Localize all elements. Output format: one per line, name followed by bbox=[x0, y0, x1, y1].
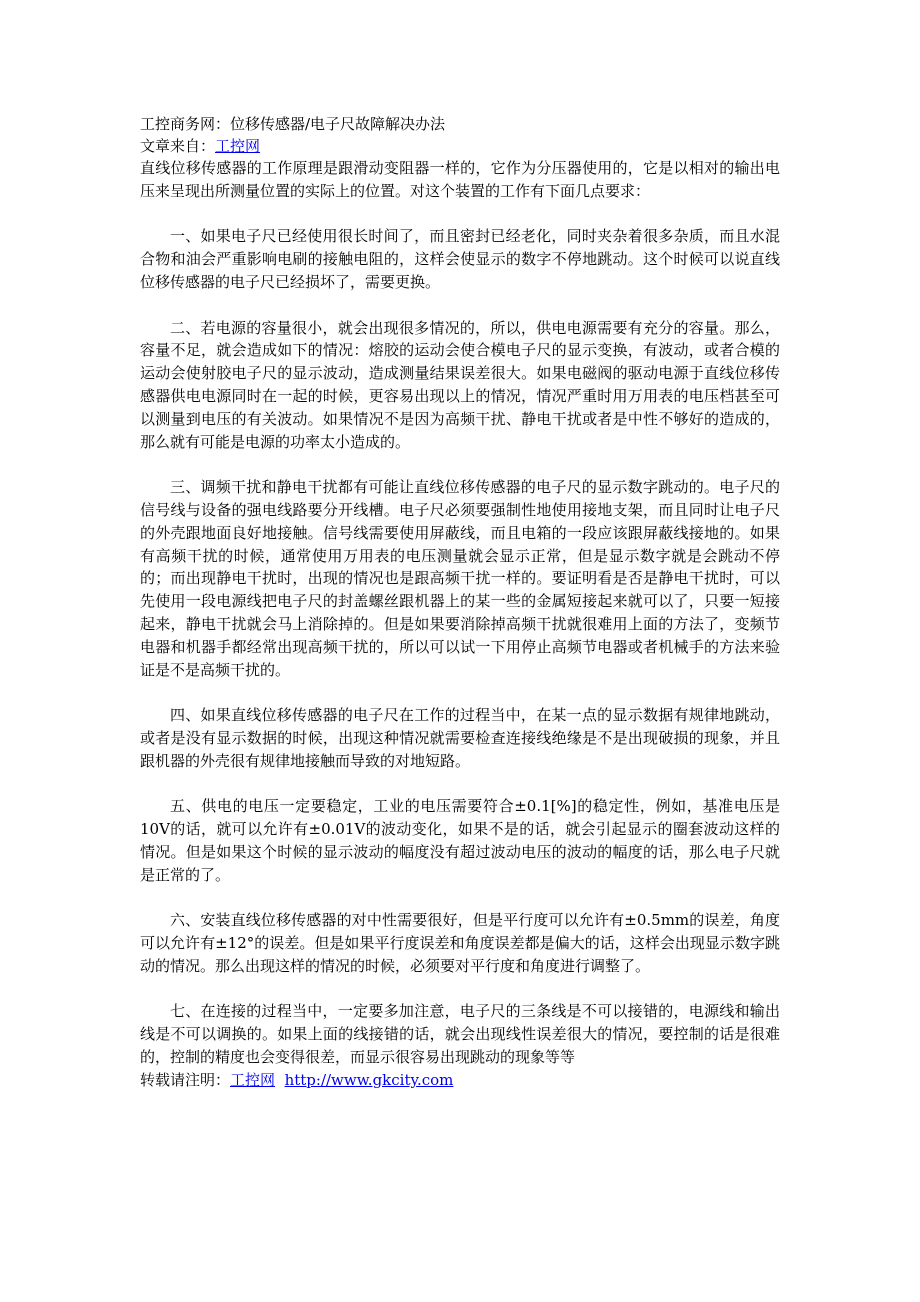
paragraph-5: 五、供电的电压一定要稳定，工业的电压需要符合±0.1[%]的稳定性，例如，基准电压是10V的话，就可以允许有±0.01V的波动变化，如果不是的话，就会引起显示的圈套波动这样的情况。但是如果这个时候的显示波动的幅度没有超过波动电压的波动的幅度的话，那么电子尺就是正常的了。 bbox=[140, 797, 780, 884]
footer-label: 转载请注明： bbox=[140, 1070, 231, 1089]
paragraph-7: 七、在连接的过程当中，一定要多加注意，电子尺的三条线是不可以接错的，电源线和输出线是不可以调换的。如果上面的线接错的话，就会出现线性误差很大的情况，要控制的话是很难的，控制的精度也会变得很差，而显示很容易出现跳动的现象等等 bbox=[140, 1002, 780, 1067]
source-label: 文章来自： bbox=[140, 137, 216, 155]
paragraph-4: 四、如果直线位移传感器的电子尺在工作的过程当中，在某一点的显示数据有规律地跳动，或者是没有显示数据的时候，出现这种情况就需要检查连接线绝缘是不是出现破损的现象，并且跟机器的外壳很有规律地接触而导致的对地短路。 bbox=[140, 706, 780, 770]
paragraph-3: 三、调频干扰和静电干扰都有可能让直线位移传感器的电子尺的显示数字跳动的。电子尺的信号线与设备的强电线路要分开线槽。电子尺必须要强制性地使用接地支架，而且同时让电子尺的外壳跟地面良好地接触。信号线需要使用屏蔽线，而且电箱的一段应该跟屏蔽线接地的。如果有高频干扰的时候，通常使用万用表的电压测量就会显示正常，但是显示数字就是会跳动不停的；而出现静电干扰时，出现的情况也是跟高频干扰一样的。要证明看是否是静电干扰时，可以先使用一段电源线把电子尺的封盖螺丝跟机器上的某一些的金属短接起来就可以了，只要一短接起来，静电干扰就会马上消除掉的。但是如果要消除掉高频干扰就很难用上面的方法了，变频节电器和机器手都经常出现高频干扰的，所以可以试一下用停止高频节电器或者机械手的方法来验证是不是高频干扰的。 bbox=[140, 478, 780, 679]
paragraph-6: 六、安装直线位移传感器的对中性需要很好，但是平行度可以允许有±0.5mm的误差，角度可以允许有±12°的误差。但是如果平行度误差和角度误差都是偏大的话，这样会出现显示数字跳动的情况。那么出现这样的情况的时候，必须要对平行度和角度进行调整了。 bbox=[140, 911, 780, 975]
paragraph-1: 一、如果电子尺已经使用很长时间了，而且密封已经老化，同时夹杂着很多杂质，而且水混合物和油会严重影响电刷的接触电阻的，这样会使显示的数字不停地跳动。这个时候可以说直线位移传感器的电子尺已经损坏了，需要更换。 bbox=[140, 227, 780, 291]
article-title: 工控商务网：位移传感器/电子尺故障解决办法 bbox=[140, 115, 446, 133]
footer-url-link[interactable]: http://www.gkcity.com bbox=[284, 1070, 454, 1089]
intro-paragraph: 直线位移传感器的工作原理是跟滑动变阻器一样的，它作为分压器使用的，它是以相对的输出电压来呈现出所测量位置的实际上的位置。对这个装置的工作有下面几点要求： bbox=[140, 159, 780, 200]
footer-link[interactable]: 工控网 bbox=[230, 1070, 276, 1089]
paragraph-2: 二、若电源的容量很小，就会出现很多情况的，所以，供电电源需要有充分的容量。那么，容量不足，就会造成如下的情况：熔胶的运动会使合模电子尺的显示变换，有波动，或者合模的运动会使射胶电子尺的显示波动，造成测量结果误差很大。如果电磁阀的驱动电源于直线位移传感器供电电源同时在一起的时候，更容易出现以上的情况，情况严重时用万用表的电压档甚至可以测量到电压的有关波动。如果情况不是因为高频干扰、静电干扰或者是中性不够好的造成的，那么就有可能是电源的功率太小造成的。 bbox=[140, 318, 780, 451]
source-line bbox=[140, 135, 780, 157]
footer-line bbox=[140, 1069, 780, 1091]
source-link[interactable]: 工控网 bbox=[215, 137, 261, 155]
